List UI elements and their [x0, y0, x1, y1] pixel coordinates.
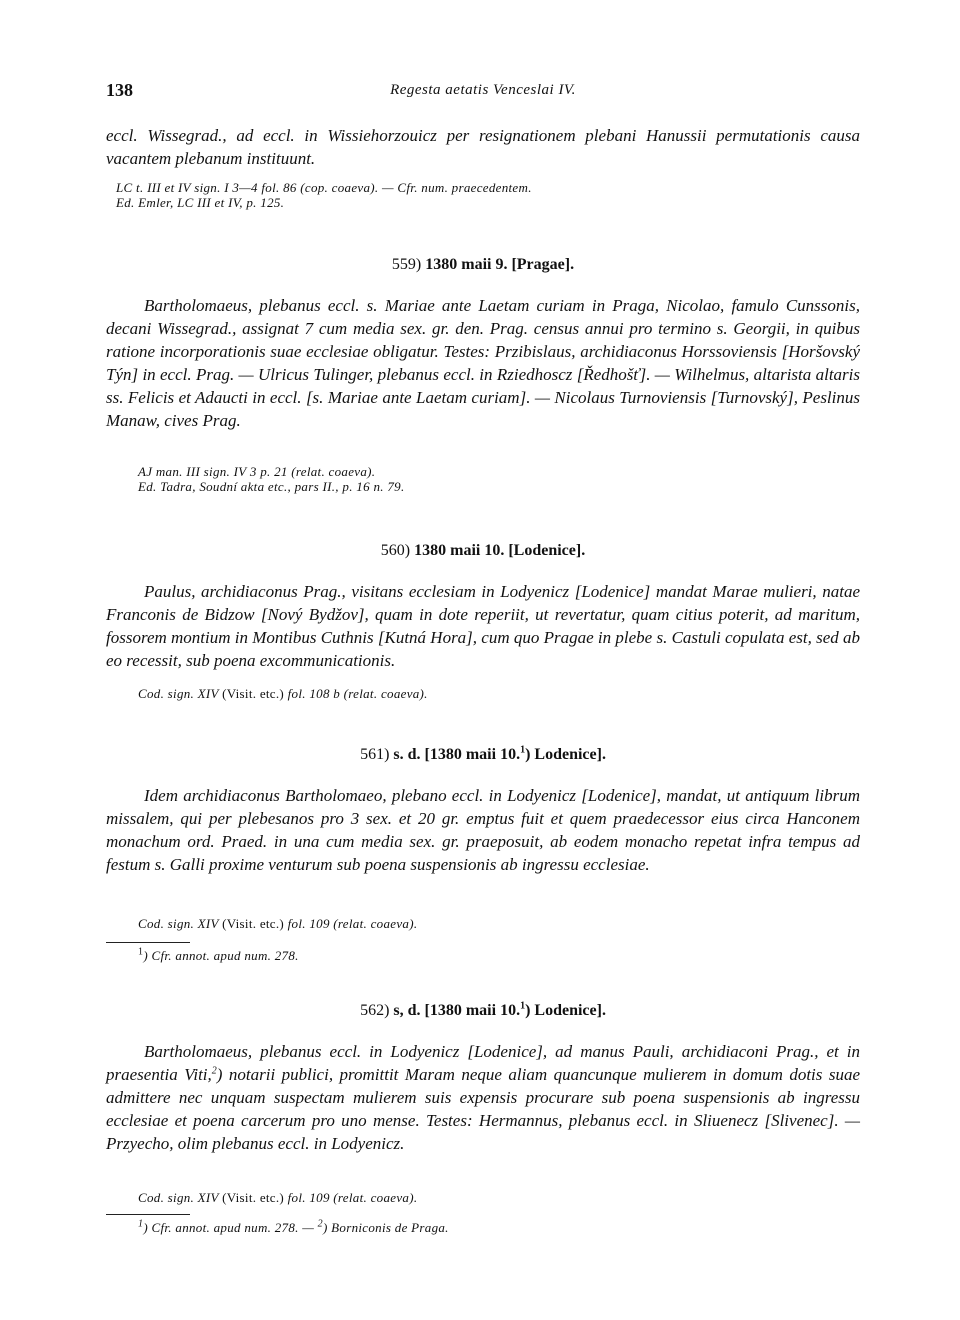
footnote-text: ) Borniconis de Praga.	[322, 1220, 449, 1235]
entry-source-561	[106, 916, 860, 931]
entry-body: Paulus, archidiaconus Prag., visitans ecclesiam in Lodyenicz [Lodenice] mandat Marae mulieri, natae Franconis de Bidzow [Nový Bydžov], quam in dote reperiit, ut revertatur, quam citius poterit, ad maritum, fossorem montium in Montibus Cuthnis [Kutná Hora], cum quo Pragae in plebe s. Castuli copulata est, sed ab eo recessit, sub poena excommunicationis.	[106, 582, 860, 670]
entry-date: 1380 maii 9.	[425, 256, 508, 273]
entry-date: 1380 maii 10.	[414, 542, 505, 559]
footnote-text: ) Cfr. annot. apud num. 278. —	[143, 1220, 315, 1235]
entry-place: [Pragae].	[511, 256, 575, 273]
entry-number: 562)	[360, 1002, 390, 1019]
intro-text: eccl. Wissegrad., ad eccl. in Wissiehorzouicz per resignationem plebani Hanussii permutationis causa vacantem plebanum instituunt.	[106, 126, 860, 168]
entry-number: 561)	[360, 746, 390, 763]
entry-text-561	[106, 784, 860, 876]
edition-line: Ed. Emler, LC III et IV, p. 125.	[116, 195, 285, 210]
entry-place: [Lodenice].	[508, 542, 586, 559]
running-title: Regesta aetatis Venceslai IV.	[390, 82, 576, 98]
entry-date: s. d. [1380 maii 10.	[393, 746, 521, 763]
entry-heading-560	[106, 542, 860, 560]
footnote-562	[138, 1220, 838, 1236]
entry-date: s, d. [1380 maii 10.	[393, 1002, 521, 1019]
footnote-mark: 2	[317, 1218, 323, 1230]
intro-block	[106, 124, 860, 170]
source-folio: fol. 108 b (relat. coaeva).	[287, 686, 428, 701]
footnote-text: ) Cfr. annot. apud num. 278.	[143, 948, 299, 963]
entry-text-562	[106, 1040, 860, 1155]
source-codex: Cod. sign. XIV	[138, 686, 219, 701]
entry-number: 560)	[380, 542, 411, 559]
entry-heading-561	[106, 746, 860, 764]
intro-source	[106, 180, 860, 210]
source-line: LC t. III et IV sign. I 3—4 fol. 86 (cop. coaeva). — Cfr. num. praecedentem.	[116, 180, 532, 195]
footnote-ref: 2	[211, 1065, 217, 1077]
entry-text-560	[106, 580, 860, 672]
source-folio: fol. 109 (relat. coaeva).	[287, 916, 418, 931]
footnote-divider	[106, 942, 190, 943]
footnote-ref: 1	[520, 1000, 526, 1012]
entry-place: ) Lodenice].	[525, 1002, 606, 1019]
footnote-ref: 1	[520, 744, 526, 756]
source-visit: (Visit. etc.)	[222, 916, 285, 931]
source-folio: fol. 109 (relat. coaeva).	[287, 1190, 418, 1205]
entry-source-560	[106, 686, 860, 701]
page-number: 138	[106, 80, 133, 100]
footnote-mark: 1	[138, 1218, 144, 1230]
entry-body-part: Bartholomaeus, plebanus eccl. in Lodyenicz [Lodenice], ad manus Pauli, archidiaconi Prag., et in praesentia Viti,	[106, 1042, 860, 1084]
footnote-561	[138, 948, 838, 964]
entry-body: Bartholomaeus, plebanus eccl. s. Mariae ante Laetam curiam in Praga, Nicolao, famulo Cunssonis, decani Wissegrad., assignat 7 cum media sex. gr. den. Prag. census annui pro termino s. Georgii, in quibus ratione incorporationis suae ecclesiae obligatur. Testes: Przibislaus, archidiaconus Horssoviensis [Horšovský Týn] in eccl. Prag. — Ulricus Tulinger, plebanus eccl. in Rziedhoscz [Ředhošť]. — Wilhelmus, altarista altaris ss. Felicis et Adaucti in eccl. [s. Mariae ante Laetam curiam]. — Nicolaus Turnoviensis [Turnovský], Peslinus Manaw, cives Prag.	[106, 296, 860, 430]
entry-heading-562	[106, 1002, 860, 1020]
entry-source-562	[106, 1190, 860, 1205]
entry-text-559	[106, 294, 860, 432]
entry-heading-559	[106, 256, 860, 274]
entry-source-559	[106, 464, 860, 494]
source-visit: (Visit. etc.)	[222, 686, 285, 701]
edition-line: Ed. Tadra, Soudní akta etc., pars II., p. 16 n. 79.	[138, 479, 405, 494]
source-line: AJ man. III sign. IV 3 p. 21 (relat. coaeva).	[138, 464, 376, 479]
entry-body	[106, 1040, 860, 1155]
source-codex: Cod. sign. XIV	[138, 916, 219, 931]
entry-place: ) Lodenice].	[525, 746, 606, 763]
footnote-divider	[106, 1214, 190, 1215]
source-visit: (Visit. etc.)	[222, 1190, 285, 1205]
page-header	[106, 80, 860, 104]
footnote-mark: 1	[138, 946, 144, 958]
entry-body: Idem archidiaconus Bartholomaeo, plebano eccl. in Lodyenicz [Lodenice], mandat, ut antiquum librum missalem, qui per plebesanos pro 3 sex. et 20 gr. emptus fuit et quem praedecessor eius circa Hanconem monachum ord. Praed. in una cum media sex. gr. praeposuit, ab eodem monacho repetat infra tempus ad festum s. Galli proxime venturum sub poena suspensionis ab ingressu ecclesiae.	[106, 786, 860, 874]
entry-number: 559)	[391, 256, 422, 273]
entry-body-part: ) notarii publici, promittit Maram neque aliam quancunque mulierem in domum dotis suae admittere nec unquam suspectam mulierem suis expensis procurare sub poena suspensionis ab ingressu ecclesiae et poena carcerum pro uno mense. Testes: Hermannus, plebanus eccl. in Sliuenecz [Slivenec]. — Przyecho, olim plebanus eccl. in Lodyenicz.	[106, 1065, 860, 1153]
source-codex: Cod. sign. XIV	[138, 1190, 219, 1205]
